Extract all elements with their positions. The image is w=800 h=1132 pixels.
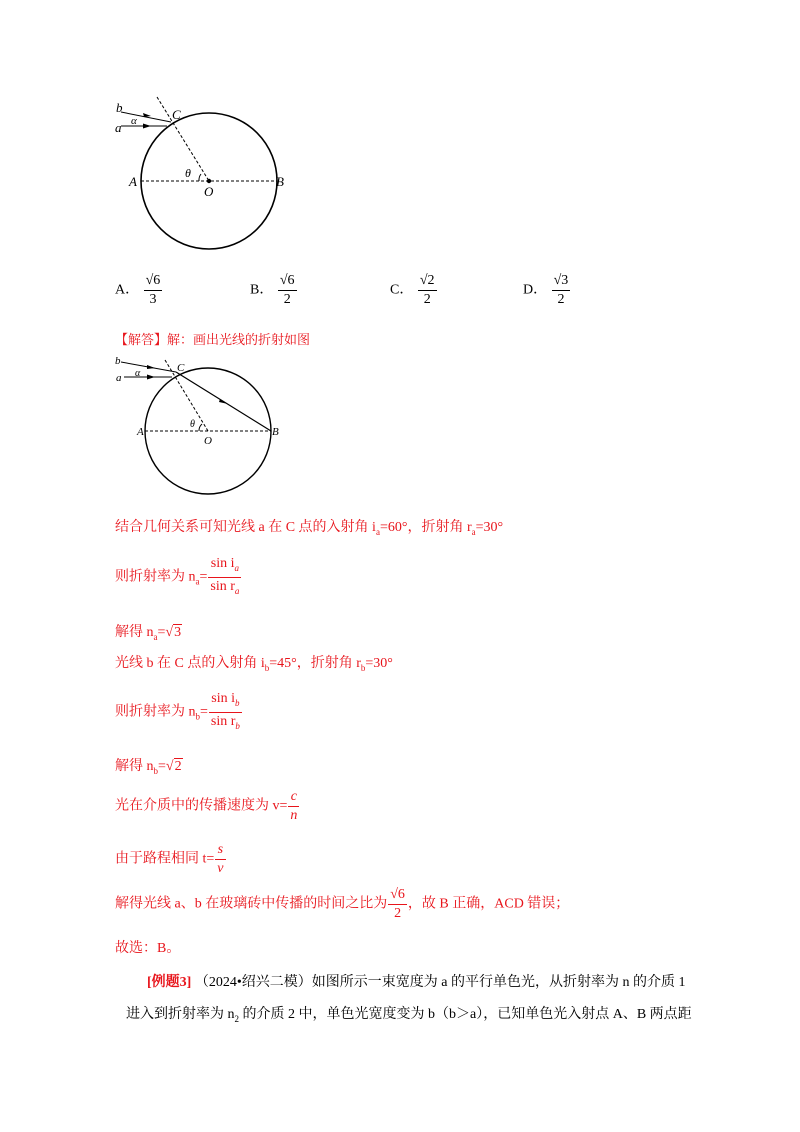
arrow-a bbox=[147, 375, 155, 380]
option-A-den: 3 bbox=[149, 292, 157, 307]
line5-pre: 则折射率为 n bbox=[115, 704, 196, 720]
line9-post: ，故 B 正确，ACD 错误； bbox=[407, 896, 570, 912]
line7-fraction bbox=[288, 788, 299, 825]
solution-line-7 bbox=[115, 788, 300, 825]
line9-num: √6 bbox=[388, 886, 407, 905]
example-3-line-2 bbox=[126, 1003, 692, 1024]
label-A: A bbox=[129, 174, 137, 189]
line2-num-sub: a bbox=[234, 562, 240, 573]
solution-line-3 bbox=[115, 621, 182, 642]
option-B-num: √6 bbox=[278, 272, 297, 291]
solution-line-2 bbox=[115, 555, 242, 600]
line7-num: c bbox=[288, 788, 299, 807]
option-D-num: √3 bbox=[552, 272, 571, 291]
figure-2-refraction-diagram bbox=[110, 352, 290, 502]
option-C-fraction bbox=[418, 272, 437, 309]
line3-root: 3 bbox=[174, 625, 182, 640]
line6-sqrt: √2 bbox=[165, 759, 182, 774]
option-A-fraction bbox=[144, 272, 163, 309]
line8-fraction bbox=[215, 841, 225, 878]
label-theta: θ bbox=[185, 166, 191, 180]
line3-sub: a bbox=[153, 631, 158, 642]
label-C: C bbox=[172, 107, 181, 122]
example-text-2-pre: 进入到折射率为 n bbox=[126, 1007, 235, 1022]
label-O: O bbox=[204, 435, 212, 447]
option-C-letter: C． bbox=[390, 282, 414, 298]
line3-pre: 解得 n bbox=[115, 625, 154, 640]
line5-num: sin i bbox=[211, 691, 236, 706]
line2-den-sub: a bbox=[234, 585, 240, 596]
center-point bbox=[207, 179, 211, 183]
option-A-letter: A． bbox=[115, 282, 140, 298]
label-O: O bbox=[204, 184, 214, 199]
line9-den: 2 bbox=[394, 906, 402, 921]
solution-line-5 bbox=[115, 690, 243, 735]
solution-line-9 bbox=[115, 886, 569, 923]
example-3-line-1 bbox=[147, 971, 685, 991]
solution-line-1 bbox=[115, 516, 503, 537]
line1-sub2: a bbox=[471, 526, 476, 537]
line2-pre: 则折射率为 n bbox=[115, 569, 196, 585]
option-D bbox=[523, 272, 571, 309]
line8-pre: 由于路程相同 t= bbox=[115, 851, 215, 867]
line7-pre: 光在介质中的传播速度为 v= bbox=[115, 798, 288, 814]
option-C bbox=[390, 272, 438, 309]
line4-mid: =45°，折射角 r bbox=[269, 656, 361, 671]
line1-post: =30° bbox=[475, 520, 504, 535]
line6-eq: = bbox=[158, 759, 166, 774]
line5-fraction bbox=[209, 690, 242, 735]
line1-mid: =60°，折射角 r bbox=[379, 520, 472, 535]
label-A: A bbox=[137, 426, 144, 438]
option-B-den: 2 bbox=[283, 292, 291, 307]
line5-num-sub: b bbox=[235, 697, 240, 708]
answer-tag: 【解答】 bbox=[115, 333, 168, 348]
line1-sub1: a bbox=[375, 526, 380, 537]
line4-pre: 光线 b 在 C 点的入射角 i bbox=[115, 656, 265, 671]
line1-pre: 结合几何关系可知光线 a 在 C 点的入射角 i bbox=[115, 520, 376, 535]
option-D-fraction bbox=[552, 272, 571, 309]
line5-sub: b bbox=[195, 711, 200, 722]
option-C-den: 2 bbox=[423, 292, 431, 307]
line3-sqrt: √3 bbox=[165, 625, 182, 640]
option-A-num: √6 bbox=[144, 272, 163, 291]
line6-pre: 解得 n bbox=[115, 759, 154, 774]
label-b: b bbox=[116, 100, 123, 115]
angle-theta-arc bbox=[199, 174, 201, 181]
normal-line bbox=[165, 360, 208, 431]
line2-den: sin r bbox=[210, 578, 235, 594]
solution-line-10 bbox=[115, 937, 180, 957]
option-D-den: 2 bbox=[557, 292, 565, 307]
label-a: a bbox=[116, 372, 122, 384]
solution-line-6 bbox=[115, 755, 183, 776]
line4-sub1: b bbox=[264, 662, 270, 673]
arrow-a bbox=[143, 124, 151, 129]
line8-num: s bbox=[215, 841, 225, 860]
option-D-letter: D． bbox=[523, 282, 548, 298]
angle-theta-arc bbox=[199, 424, 202, 431]
figure-1-circle-diagram bbox=[105, 95, 305, 255]
line5-eq: = bbox=[200, 704, 208, 720]
example-text-2-post: 的介质 2 中，单色光宽度变为 b（b＞a），已知单色光入射点 A、B 两点距 bbox=[239, 1007, 692, 1022]
label-alpha: α bbox=[135, 368, 141, 379]
example-tag: [例题3] bbox=[147, 975, 192, 990]
line7-den: n bbox=[290, 808, 298, 823]
line4-sub2: b bbox=[360, 662, 366, 673]
option-C-num: √2 bbox=[418, 272, 437, 291]
line5-den: sin r bbox=[210, 713, 236, 729]
line9-fraction bbox=[388, 886, 407, 923]
label-a: a bbox=[115, 120, 122, 135]
line2-eq: = bbox=[199, 569, 208, 585]
option-B-fraction bbox=[278, 272, 297, 309]
answer-header bbox=[115, 329, 310, 348]
example-text-2-sub: 2 bbox=[234, 1013, 239, 1024]
option-B bbox=[250, 272, 298, 309]
ray-b bbox=[121, 112, 171, 122]
line2-num: sin i bbox=[210, 556, 235, 571]
line6-root: 2 bbox=[174, 759, 182, 774]
line9-pre: 解得光线 a、b 在玻璃砖中传播的时间之比为 bbox=[115, 896, 388, 912]
example-text-1: （2024•绍兴二模）如图所示一束宽度为 a 的平行单色光，从折射率为 n 的介质 1 bbox=[194, 975, 686, 990]
line2-sub: a bbox=[195, 576, 200, 587]
label-b: b bbox=[115, 355, 121, 367]
solution-line-4 bbox=[115, 652, 393, 673]
label-alpha: α bbox=[131, 115, 137, 127]
option-A bbox=[115, 272, 163, 309]
line8-den: v bbox=[217, 861, 224, 876]
line3-eq: = bbox=[157, 625, 166, 640]
final-answer: 故选：B。 bbox=[115, 941, 181, 956]
label-B: B bbox=[276, 174, 284, 189]
arrow-refracted bbox=[219, 399, 228, 404]
label-theta: θ bbox=[190, 419, 195, 430]
arrow-b bbox=[143, 113, 151, 117]
line5-den-sub: b bbox=[235, 720, 240, 731]
line4-post: =30° bbox=[365, 656, 393, 671]
solution-line-8 bbox=[115, 841, 227, 878]
label-C: C bbox=[177, 362, 185, 374]
answer-intro: 解：画出光线的折射如图 bbox=[167, 333, 311, 348]
normal-line bbox=[157, 97, 209, 181]
option-B-letter: B． bbox=[250, 282, 274, 298]
line2-fraction bbox=[208, 555, 241, 600]
line6-sub: b bbox=[153, 765, 158, 776]
label-B: B bbox=[272, 426, 279, 438]
